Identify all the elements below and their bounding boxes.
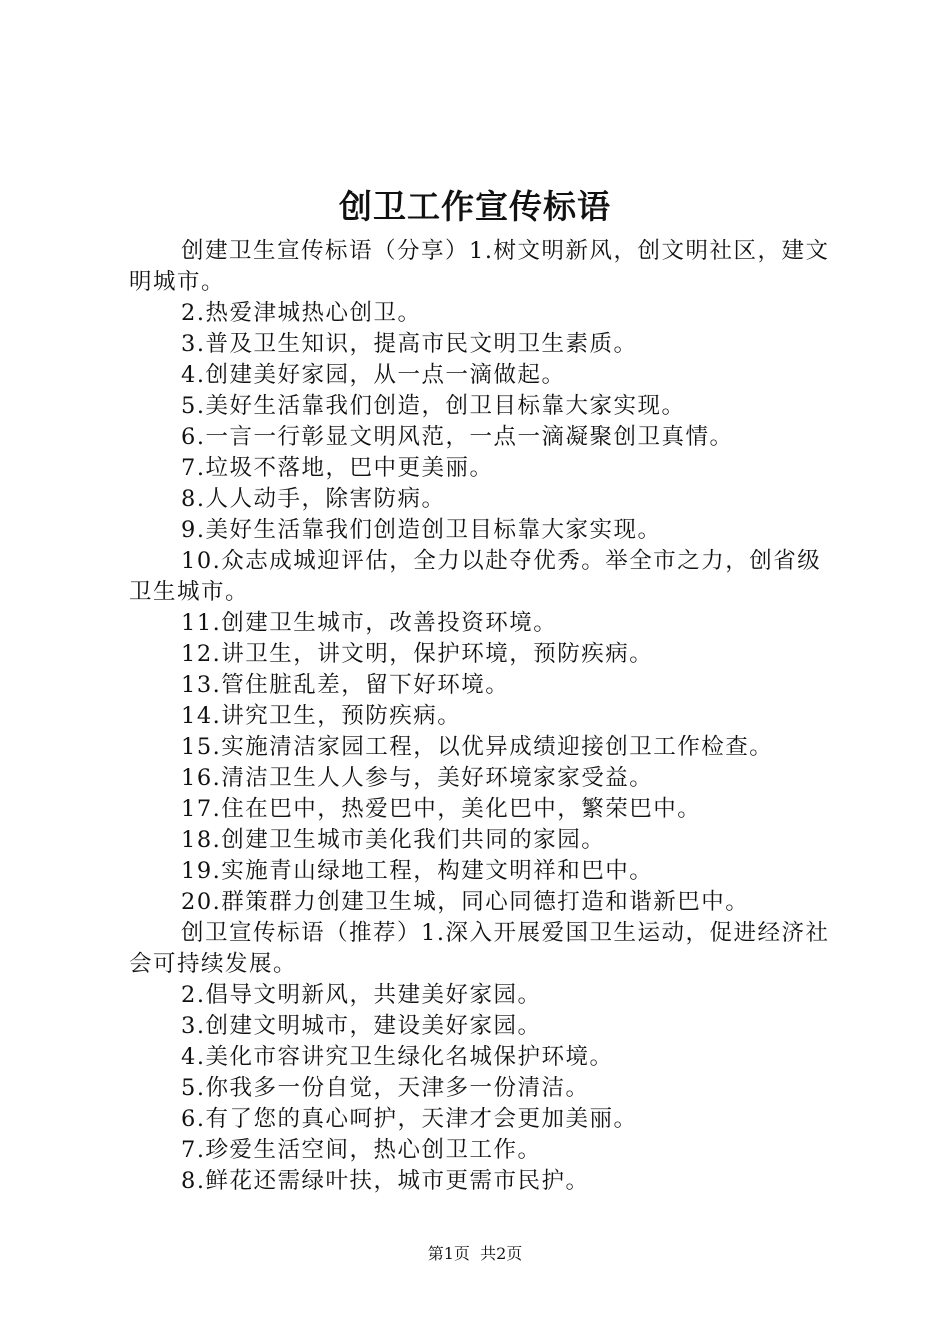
paragraph: 13.管住脏乱差，留下好环境。 (181, 672, 510, 698)
paragraph: 6.一言一行彰显文明风范，一点一滴凝聚创卫真情。 (181, 424, 734, 450)
paragraph: 9.美好生活靠我们创造创卫目标靠大家实现。 (181, 517, 662, 543)
paragraph: 10.众志成城迎评估，全力以赴夺优秀。举全市之力，创省级卫生城市。 (129, 548, 822, 605)
paragraph: 创卫宣传标语（推荐）1.深入开展爱国卫生运动，促进经济社会可持续发展。 (129, 920, 830, 977)
paragraph: 8.人人动手，除害防病。 (181, 486, 446, 512)
paragraph: 2.倡导文明新风，共建美好家园。 (181, 982, 542, 1008)
paragraph: 20.群策群力创建卫生城，同心同德打造和谐新巴中。 (181, 889, 750, 915)
paragraph: 17.住在巴中，热爱巴中，美化巴中，繁荣巴中。 (181, 796, 702, 822)
page-footer (0, 1242, 950, 1266)
page-total: 共2页 (480, 1244, 523, 1263)
paragraph: 创建卫生宣传标语（分享）1.树文明新风，创文明社区，建文明城市。 (129, 238, 830, 295)
document-body (129, 236, 834, 1197)
paragraph: 6.有了您的真心呵护，天津才会更加美丽。 (181, 1106, 638, 1132)
paragraph: 8.鲜花还需绿叶扶，城市更需市民护。 (181, 1168, 590, 1194)
paragraph: 2.热爱津城热心创卫。 (181, 300, 422, 326)
paragraph: 3.普及卫生知识，提高市民文明卫生素质。 (181, 331, 638, 357)
paragraph: 19.实施青山绿地工程，构建文明祥和巴中。 (181, 858, 654, 884)
document-title: 创卫工作宣传标语 (339, 187, 611, 226)
paragraph: 11.创建卫生城市，改善投资环境。 (181, 610, 558, 636)
paragraph: 5.你我多一份自觉，天津多一份清洁。 (181, 1075, 590, 1101)
page-number: 第1页 (427, 1244, 470, 1263)
paragraph: 15.实施清洁家园工程，以优异成绩迎接创卫工作检查。 (181, 734, 774, 760)
paragraph: 7.垃圾不落地，巴中更美丽。 (181, 455, 494, 481)
paragraph: 3.创建文明城市，建设美好家园。 (181, 1013, 542, 1039)
footer-spacer (470, 1244, 480, 1263)
paragraph: 5.美好生活靠我们创造，创卫目标靠大家实现。 (181, 393, 686, 419)
paragraph: 4.创建美好家园，从一点一滴做起。 (181, 362, 566, 388)
paragraph: 7.珍爱生活空间，热心创卫工作。 (181, 1137, 542, 1163)
paragraph: 12.讲卫生，讲文明，保护环境，预防疾病。 (181, 641, 654, 667)
paragraph: 16.清洁卫生人人参与，美好环境家家受益。 (181, 765, 654, 791)
paragraph: 18.创建卫生城市美化我们共同的家园。 (181, 827, 606, 853)
paragraph: 14.讲究卫生，预防疾病。 (181, 703, 462, 729)
paragraph: 4.美化市容讲究卫生绿化名城保护环境。 (181, 1044, 614, 1070)
